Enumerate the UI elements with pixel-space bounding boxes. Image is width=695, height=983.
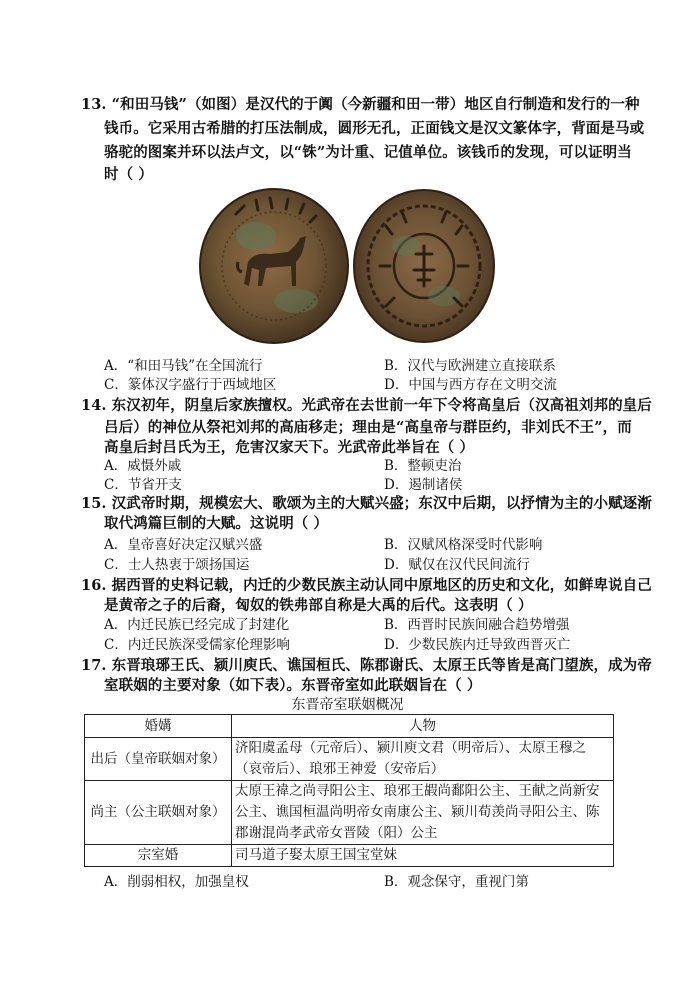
q14-line-3: 高皇后封吕氏为王，危害汉家天下。光武帝此举旨在（ ） xyxy=(104,439,475,456)
q17-option-a[interactable]: A．削弱相权，加强皇权 xyxy=(104,874,249,890)
table-header-category: 婚媾 xyxy=(85,715,232,738)
table-cell-people: 司马道子娶太原王国宝堂妹 xyxy=(232,845,614,867)
q15-option-a[interactable]: A．皇帝喜好决定汉赋兴盛 xyxy=(104,537,263,553)
q16-option-c[interactable]: C．内迁民族深受儒家伦理影响 xyxy=(104,637,290,653)
q15-option-c[interactable]: C．士人热衷于颂扬国运 xyxy=(104,557,250,573)
q13-option-a[interactable]: A．“和田马钱”在全国流行 xyxy=(104,358,263,374)
table-cell-category: 尚主（公主联姻对象） xyxy=(85,781,232,845)
q17-option-b[interactable]: B．观念保守，重视门第 xyxy=(384,874,529,890)
q13-line-4: 时（ ） xyxy=(104,166,153,183)
q16-line-2: 是黄帝之子的后裔，匈奴的铁弗部自称是大禹的后代。这表明（ ） xyxy=(104,597,533,614)
table-row xyxy=(85,738,614,781)
q16-option-a[interactable]: A．内迁民族已经完成了封建化 xyxy=(104,617,290,633)
table-title: 东晋帝室联姻概况 xyxy=(291,697,404,713)
hetian-coin-figure xyxy=(196,186,496,346)
table-row xyxy=(85,781,614,845)
q15-line-1: 15. 汉武帝时期，规模宏大、歌颂为主的大赋兴盛；东汉中后期，以抒情为主的小赋逐渐 xyxy=(81,495,652,512)
table-header-row xyxy=(85,715,614,738)
q13-option-b[interactable]: B．汉代与欧洲建立直接联系 xyxy=(384,358,556,374)
q16-option-b[interactable]: B．西晋时民族间融合趋势增强 xyxy=(384,617,570,633)
q14-option-d[interactable]: D．遏制诸侯 xyxy=(384,477,463,493)
q14-option-b[interactable]: B．整顿吏治 xyxy=(384,458,462,474)
q17-line-1: 17. 东晋琅琊王氏、颍川庾氏、谯国桓氏、陈郡谢氏、太原王氏等皆是高门望族，成为帝 xyxy=(81,657,652,674)
q14-option-a[interactable]: A．威慑外戚 xyxy=(104,458,182,474)
table-cell-people: 太原王禕之尚寻阳公主、琅邪王嘏尚鄱阳公主、王献之尚新安公主、谯国桓温尚明帝女南康公主、颍川荀羡尚寻阳公主、陈郡谢混尚孝武帝女晋陵（阳）公主 xyxy=(232,781,614,845)
q16-line-1: 16. 据西晋的史料记载，内迁的少数民族主动认同中原地区的历史和文化，如鲜卑说自己 xyxy=(81,577,652,594)
table-header-people: 人物 xyxy=(232,715,614,738)
q14-line-2: 吕后）的神位从祭祀刘邦的高庙移走；理由是“高皇帝与群臣约，非刘氏不王”，而 xyxy=(104,419,632,436)
q14-option-c[interactable]: C．节省开支 xyxy=(104,477,182,493)
table-cell-category: 宗室婚 xyxy=(85,845,232,867)
q13-line-1: 13. “和田马钱”（如图）是汉代的于阗（今新疆和田一带）地区自行制造和发行的一种 xyxy=(81,96,640,113)
q13-line-3: 骆驼的图案并环以法卢文，以“铢”为计重、记值单位。该钱币的发现，可以证明当 xyxy=(104,144,632,161)
marriage-table xyxy=(84,714,614,867)
table-row xyxy=(85,845,614,867)
q15-line-2: 取代鸿篇巨制的大赋。这说明（ ） xyxy=(104,515,329,532)
coin-reverse-characters xyxy=(354,190,494,342)
q13-option-d[interactable]: D．中国与西方存在文明交流 xyxy=(384,377,557,393)
q16-option-d[interactable]: D．少数民族内迁导致西晋灭亡 xyxy=(384,637,571,653)
q13-option-c[interactable]: C．篆体汉字盛行于西域地区 xyxy=(104,377,277,393)
table-cell-people: 济阳虞孟母（元帝后）、颍川庾文君（明帝后）、太原王穆之（哀帝后）、琅邪王神爱（安帝后） xyxy=(232,738,614,781)
q13-line-2: 钱币。它采用古希腊的打压法制成，圆形无孔，正面钱文是汉文篆体字，背面是马或 xyxy=(104,120,645,137)
coin-obverse-horse xyxy=(200,189,348,343)
q17-line-2: 室联姻的主要对象（如下表）。东晋帝室如此联姻旨在（ ） xyxy=(104,677,482,694)
q14-line-1: 14. 东汉初年，阴皇后家族擅权。光武帝在去世前一年下令将高皇后（汉高祖刘邦的皇后 xyxy=(81,397,652,414)
q15-option-b[interactable]: B．汉赋风格深受时代影响 xyxy=(384,537,543,553)
q15-option-d[interactable]: D．赋仅在汉代民间流行 xyxy=(384,557,530,573)
table-cell-category: 出后（皇帝联姻对象） xyxy=(85,738,232,781)
